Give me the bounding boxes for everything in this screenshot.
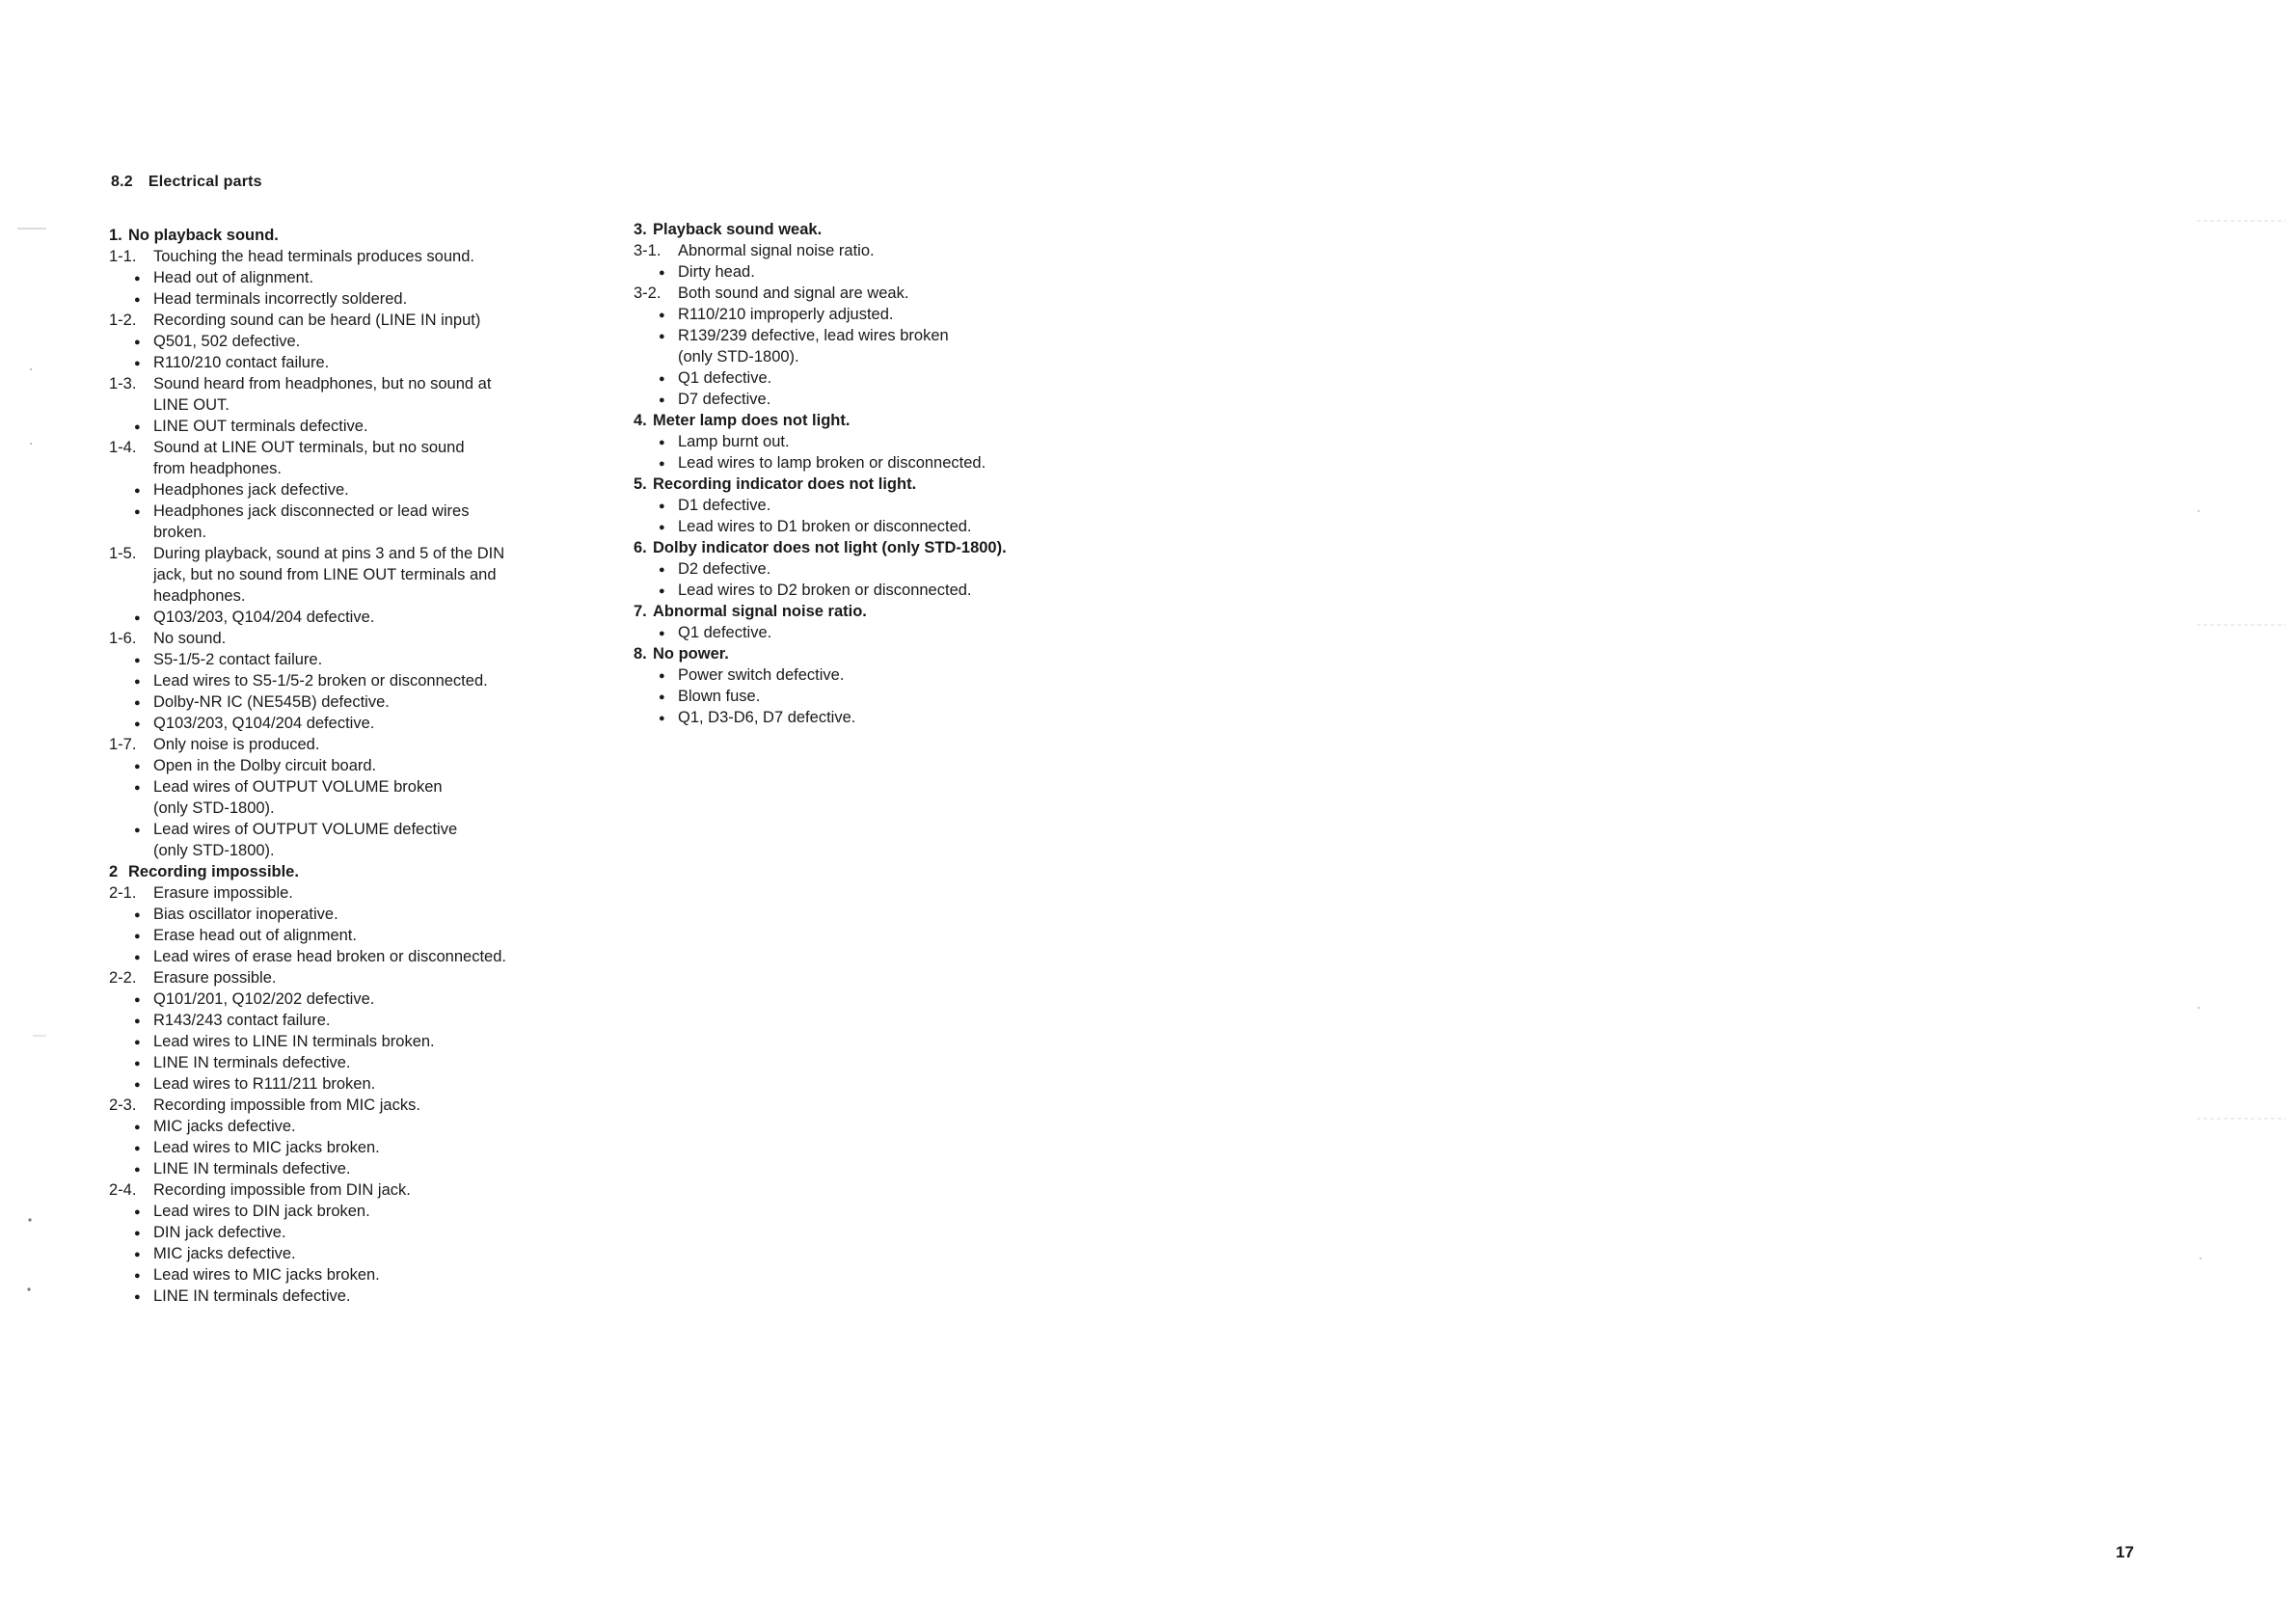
bullet-icon: ● [659, 458, 665, 470]
bullet-icon: ● [134, 782, 141, 794]
bullet-text: Headphones jack disconnected or lead wires [153, 502, 470, 520]
bullet-icon: ● [134, 1270, 141, 1282]
bullet-icon: ● [659, 394, 665, 406]
bullet-text: Lead wires to DIN jack broken. [153, 1203, 370, 1220]
sub-item-number: 2-1. [109, 884, 137, 902]
bullet-icon: ● [134, 612, 141, 624]
bullet-text: LINE IN terminals defective. [153, 1160, 351, 1177]
heading-text: Playback sound weak. [653, 221, 823, 238]
bullet-icon: ● [134, 337, 141, 348]
item-number: 7. [634, 603, 647, 620]
item-number: 6. [634, 539, 647, 556]
bullet-text: Headphones jack defective. [153, 481, 349, 499]
heading-text: Abnormal signal noise ratio. [653, 603, 867, 620]
bullet-text: Lead wires to S5-1/5-2 broken or disconnected. [153, 672, 488, 690]
bullet-icon: ● [659, 585, 665, 597]
item-number: 3. [634, 221, 647, 238]
bullet-icon: ● [134, 909, 141, 921]
sub-item-text: Sound at LINE OUT terminals, but no sound [153, 439, 465, 456]
bullet-text: Q1 defective. [678, 624, 772, 641]
page-number: 17 [2116, 1543, 2134, 1561]
bullet-text: Q103/203, Q104/204 defective. [153, 715, 375, 732]
scan-speck [28, 1218, 31, 1221]
item-number: 5. [634, 475, 647, 493]
bullet-icon: ● [659, 437, 665, 448]
heading-text: Dolby indicator does not light (only STD-1800). [653, 539, 1007, 556]
bullet-icon: ● [659, 267, 665, 279]
section-title: Electrical parts [148, 174, 262, 190]
scan-speck [27, 1287, 30, 1290]
bullet-text: Lamp burnt out. [678, 433, 790, 450]
bullet-icon: ● [659, 564, 665, 576]
bullet-icon: ● [134, 358, 141, 369]
bullet-icon: ● [134, 1015, 141, 1027]
sub-item-text: Recording sound can be heard (LINE IN input) [153, 311, 481, 329]
bullet-icon: ● [659, 310, 665, 321]
sub-item-text: Recording impossible from DIN jack. [153, 1181, 411, 1199]
bullet-text: R110/210 improperly adjusted. [678, 306, 894, 323]
bullet-text: Lead wires to D1 broken or disconnected. [678, 518, 972, 535]
bullet-icon: ● [134, 1164, 141, 1176]
item-number: 1. [109, 227, 122, 244]
bullet-icon: ● [134, 718, 141, 730]
sub-item-text: Touching the head terminals produces sound. [153, 248, 474, 265]
bullet-icon: ● [134, 931, 141, 942]
bullet-icon: ● [134, 273, 141, 284]
continuation-line: headphones. [153, 587, 246, 605]
continuation-line: LINE OUT. [153, 396, 230, 414]
bullet-text: LINE IN terminals defective. [153, 1054, 351, 1071]
bullet-text: Head out of alignment. [153, 269, 314, 286]
sub-item-number: 2-4. [109, 1181, 137, 1199]
continuation-line: (only STD-1800). [678, 348, 799, 365]
heading-text: No power. [653, 645, 729, 663]
bullet-icon: ● [659, 373, 665, 385]
bullet-text: Q501, 502 defective. [153, 333, 301, 350]
bullet-text: Lead wires to MIC jacks broken. [153, 1266, 380, 1284]
sub-item-number: 1-3. [109, 375, 137, 392]
bullet-icon: ● [659, 331, 665, 342]
bullet-text: Lead wires to lamp broken or disconnected. [678, 454, 986, 472]
scan-speck [2198, 510, 2200, 512]
sub-item-text: Sound heard from headphones, but no sound at [153, 375, 492, 392]
sub-item-number: 1-7. [109, 736, 137, 753]
scan-speck [30, 368, 32, 370]
bullet-icon: ● [134, 485, 141, 497]
bullet-icon: ● [134, 1249, 141, 1260]
bullet-text: R143/243 contact failure. [153, 1012, 331, 1029]
bullet-text: Lead wires of OUTPUT VOLUME broken [153, 778, 443, 796]
bullet-icon: ● [659, 670, 665, 682]
sub-item-text: No sound. [153, 630, 227, 647]
heading-text: Meter lamp does not light. [653, 412, 851, 429]
bullet-text: Head terminals incorrectly soldered. [153, 290, 408, 308]
sub-item-text: Recording impossible from MIC jacks. [153, 1096, 420, 1114]
sub-item-number: 1-5. [109, 545, 137, 562]
bullet-text: Q1 defective. [678, 369, 772, 387]
bullet-text: Lead wires to R111/211 broken. [153, 1075, 376, 1093]
bullet-text: Lead wires to MIC jacks broken. [153, 1139, 380, 1156]
sub-item-number: 2-3. [109, 1096, 137, 1114]
sub-item-number: 2-2. [109, 969, 137, 987]
section-number: 8.2 [111, 174, 133, 190]
continuation-line: (only STD-1800). [153, 799, 275, 817]
sub-item-number: 3-2. [634, 284, 662, 302]
bullet-text: R110/210 contact failure. [153, 354, 330, 371]
bullet-icon: ● [134, 1228, 141, 1239]
bullet-text: LINE IN terminals defective. [153, 1287, 351, 1305]
heading-text: Recording impossible. [128, 863, 299, 880]
bullet-text: Dolby-NR IC (NE545B) defective. [153, 693, 390, 711]
bullet-icon: ● [134, 1291, 141, 1303]
bullet-icon: ● [134, 421, 141, 433]
continuation-line: broken. [153, 524, 207, 541]
bullet-text: Open in the Dolby circuit board. [153, 757, 377, 774]
bullet-text: S5-1/5-2 contact failure. [153, 651, 323, 668]
bullet-icon: ● [659, 628, 665, 639]
sub-item-text: Erasure possible. [153, 969, 277, 987]
bullet-text: MIC jacks defective. [153, 1118, 296, 1135]
bullet-text: Blown fuse. [678, 688, 761, 705]
bullet-icon: ● [134, 506, 141, 518]
sub-item-text: During playback, sound at pins 3 and 5 of the DIN [153, 545, 505, 562]
bullet-icon: ● [659, 713, 665, 724]
sub-item-number: 1-6. [109, 630, 137, 647]
bullet-icon: ● [134, 1079, 141, 1091]
bullet-icon: ● [134, 676, 141, 688]
sub-item-text: Both sound and signal are weak. [678, 284, 909, 302]
bullet-text: Lead wires of OUTPUT VOLUME defective [153, 821, 458, 838]
sub-item-number: 1-4. [109, 439, 137, 456]
bullet-text: Bias oscillator inoperative. [153, 906, 338, 923]
bullet-icon: ● [134, 1206, 141, 1218]
bullet-text: Q103/203, Q104/204 defective. [153, 609, 375, 626]
bullet-text: Lead wires to LINE IN terminals broken. [153, 1033, 435, 1050]
scan-speck [30, 443, 32, 445]
continuation-line: jack, but no sound from LINE OUT terminals and [153, 566, 497, 583]
continuation-line: (only STD-1800). [153, 842, 275, 859]
heading-text: No playback sound. [128, 227, 279, 244]
bullet-icon: ● [134, 761, 141, 772]
bullet-text: Q1, D3-D6, D7 defective. [678, 709, 856, 726]
bullet-icon: ● [134, 697, 141, 709]
bullet-text: D1 defective. [678, 497, 771, 514]
sub-item-text: Only noise is produced. [153, 736, 320, 753]
item-number: 2 [109, 863, 119, 880]
bullet-text: DIN jack defective. [153, 1224, 286, 1241]
bullet-text: Lead wires to D2 broken or disconnected. [678, 582, 972, 599]
heading-text: Recording indicator does not light. [653, 475, 917, 493]
bullet-text: R139/239 defective, lead wires broken [678, 327, 949, 344]
item-number: 8. [634, 645, 647, 663]
sub-item-text: Abnormal signal noise ratio. [678, 242, 875, 259]
sub-item-number: 3-1. [634, 242, 662, 259]
bullet-text: Lead wires of erase head broken or disconnected. [153, 948, 506, 965]
bullet-icon: ● [659, 501, 665, 512]
bullet-icon: ● [134, 1122, 141, 1133]
bullet-icon: ● [134, 1143, 141, 1154]
sub-item-text: Erasure impossible. [153, 884, 293, 902]
item-number: 4. [634, 412, 647, 429]
bullet-icon: ● [134, 1037, 141, 1048]
bullet-icon: ● [134, 1058, 141, 1069]
bullet-icon: ● [134, 952, 141, 963]
bullet-text: D7 defective. [678, 391, 771, 408]
scan-speck [2200, 1258, 2201, 1259]
bullet-text: Q101/201, Q102/202 defective. [153, 990, 375, 1008]
bullet-text: Dirty head. [678, 263, 755, 281]
bullet-text: MIC jacks defective. [153, 1245, 296, 1262]
sub-item-number: 1-1. [109, 248, 137, 265]
bullet-icon: ● [134, 655, 141, 666]
bullet-text: LINE OUT terminals defective. [153, 418, 368, 435]
bullet-text: Power switch defective. [678, 666, 845, 684]
bullet-text: D2 defective. [678, 560, 771, 578]
bullet-icon: ● [134, 294, 141, 306]
sub-item-number: 1-2. [109, 311, 137, 329]
scan-speck [2198, 1007, 2200, 1009]
bullet-icon: ● [134, 994, 141, 1006]
bullet-icon: ● [659, 691, 665, 703]
bullet-text: Erase head out of alignment. [153, 927, 357, 944]
bullet-icon: ● [659, 522, 665, 533]
bullet-icon: ● [134, 825, 141, 836]
continuation-line: from headphones. [153, 460, 283, 477]
